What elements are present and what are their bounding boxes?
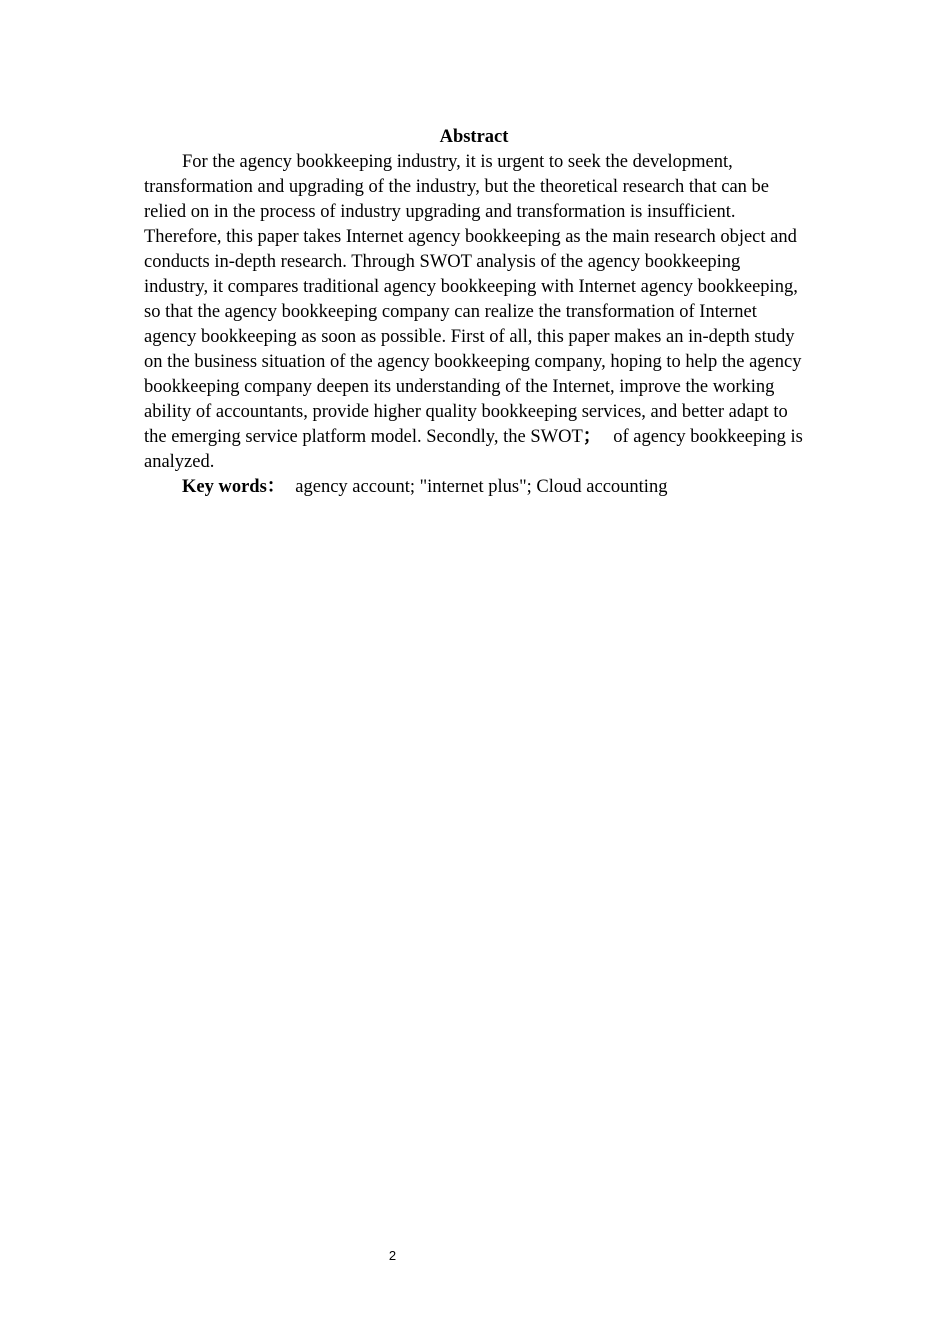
abstract-section (144, 125, 804, 500)
abstract-body (144, 150, 804, 475)
abstract-body-end: of agency bookkeeping is analyzed. (144, 427, 803, 472)
abstract-title: Abstract (439, 127, 509, 147)
keywords-label: Key words： (182, 477, 286, 497)
abstract-body-separator: ； (582, 427, 602, 447)
keywords-line (144, 475, 804, 500)
abstract-body-main: For the agency bookkeeping industry, it is urgent to seek the development, transformation and upgrading of the industry, but the theoretical research that can be relied on in the process of industry upgrading and transformation is insufficient. Therefore, this paper takes Internet agency bookkeeping as the main research object and conducts in-depth research. Through SWOT analysis of the agency bookkeeping industry, it compares traditional agency bookkeeping with Internet agency bookkeeping, so that the agency bookkeeping company can realize the transformation of Internet agency bookkeeping as soon as possible. First of all, this paper makes an in-depth study on the business situation of the agency bookkeeping company, hoping to help the agency bookkeeping company deepen its understanding of the Internet, improve the working ability of accountants, provide higher quality bookkeeping services, and better adapt to the emerging service platform model. Secondly, the SWOT (144, 152, 802, 447)
page-number: 2 (388, 1248, 397, 1263)
keywords-text: agency account; "internet plus"; Cloud accounting (295, 477, 668, 497)
